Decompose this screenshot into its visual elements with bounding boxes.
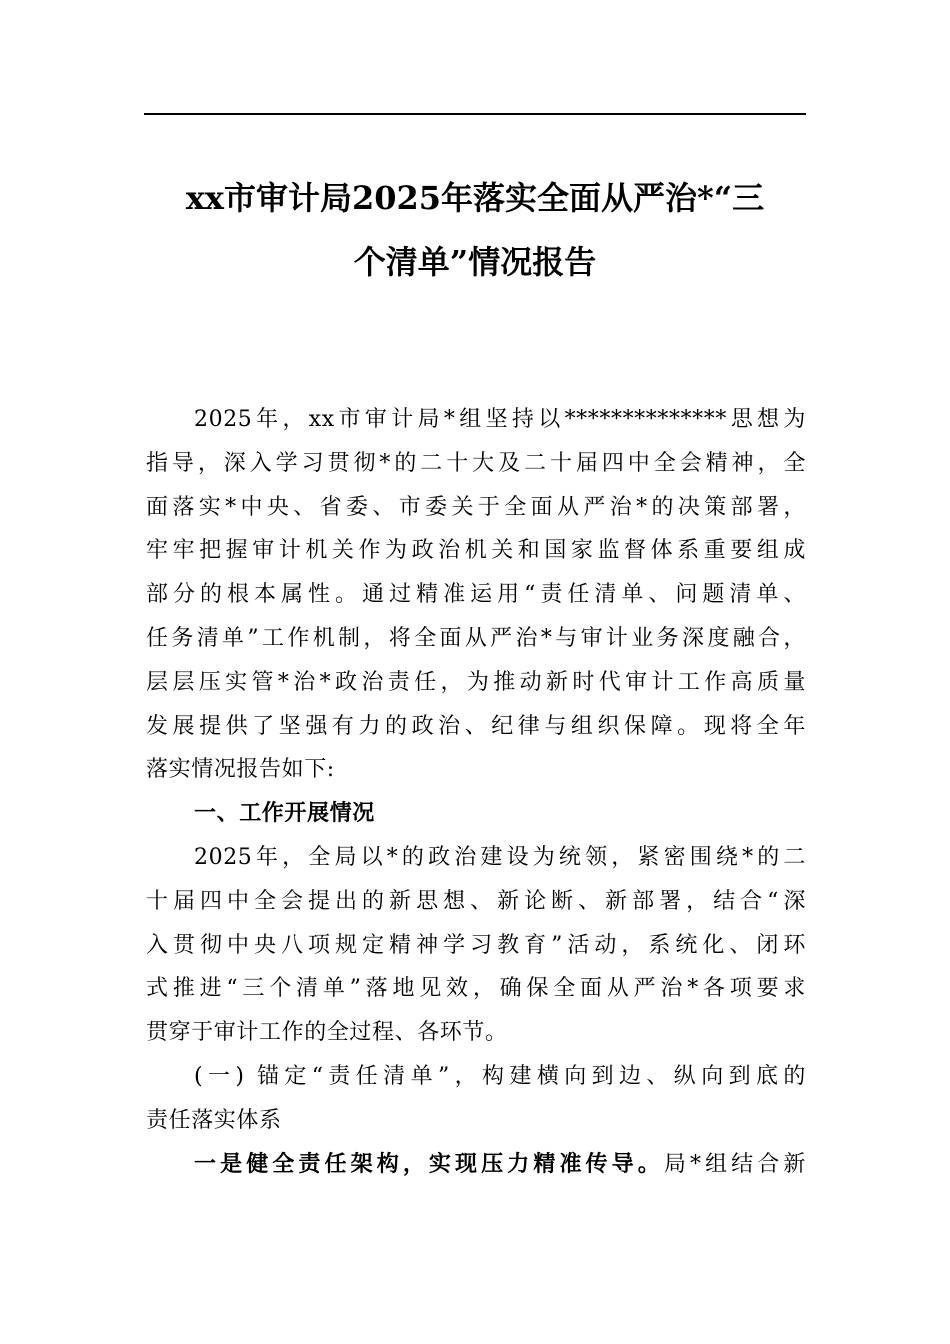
- text-line: 层层压实管*治*政治责任，为推动新时代审计工作高质量: [146, 669, 806, 695]
- header-rule: [144, 113, 806, 115]
- point-1-text: 局*组结合新: [663, 1151, 806, 1177]
- text-line: 责任落实体系: [146, 1107, 282, 1133]
- text-line: (一) 锚定“责任清单”，构建横向到边、纵向到底的: [194, 1063, 806, 1089]
- text-line: 部分的根本属性。通过精准运用“责任清单、问题清单、: [146, 582, 806, 608]
- text-line: 牢牢把握审计机关作为政治机关和国家监督体系重要组成: [146, 538, 806, 564]
- point-1-lead: 一是健全责任架构，实现压力精准传导。: [194, 1150, 664, 1177]
- text-line: 入贯彻中央八项规定精神学习教育”活动，系统化、闭环: [146, 932, 806, 958]
- section-heading: 一、工作开展情况: [194, 801, 375, 827]
- text-line: 指导，深入学习贯彻*的二十大及二十届四中全会精神，全: [146, 450, 806, 476]
- title-line-2: 个清单”情况报告: [353, 243, 597, 281]
- section-1-paragraph: [146, 836, 806, 1055]
- text-line: 2025年，全局以*的政治建设为统领，紧密围绕*的二: [194, 844, 806, 870]
- document-body: [146, 398, 806, 1186]
- text-line: 面落实*中央、省委、市委关于全面从严治*的决策部署，: [146, 494, 806, 520]
- text-line: 贯穿于审计工作的全过程、各环节。: [146, 1020, 508, 1046]
- document-title: [144, 166, 806, 294]
- text-line: 式推进“三个清单”落地见效，确保全面从严治*各项要求: [146, 976, 806, 1002]
- text-line: 落实情况报告如下:: [146, 757, 335, 783]
- text-line: 任务清单”工作机制，将全面从严治*与审计业务深度融合，: [146, 625, 806, 651]
- section-1-heading: [146, 792, 806, 836]
- point-1-paragraph: [146, 1143, 806, 1187]
- title-line-1: xx市审计局2025年落实全面从严治*“三: [185, 179, 765, 217]
- text-line: 十届四中全会提出的新思想、新论断、新部署，结合“深: [146, 888, 806, 914]
- intro-paragraph: [146, 398, 806, 792]
- text-line: [146, 1143, 806, 1187]
- text-line: 发展提供了坚强有力的政治、纪律与组织保障。现将全年: [146, 713, 806, 739]
- text-line: 2025年，xx市审计局*组坚持以**************思想为: [194, 407, 806, 432]
- subsection-1-heading: [146, 1055, 806, 1143]
